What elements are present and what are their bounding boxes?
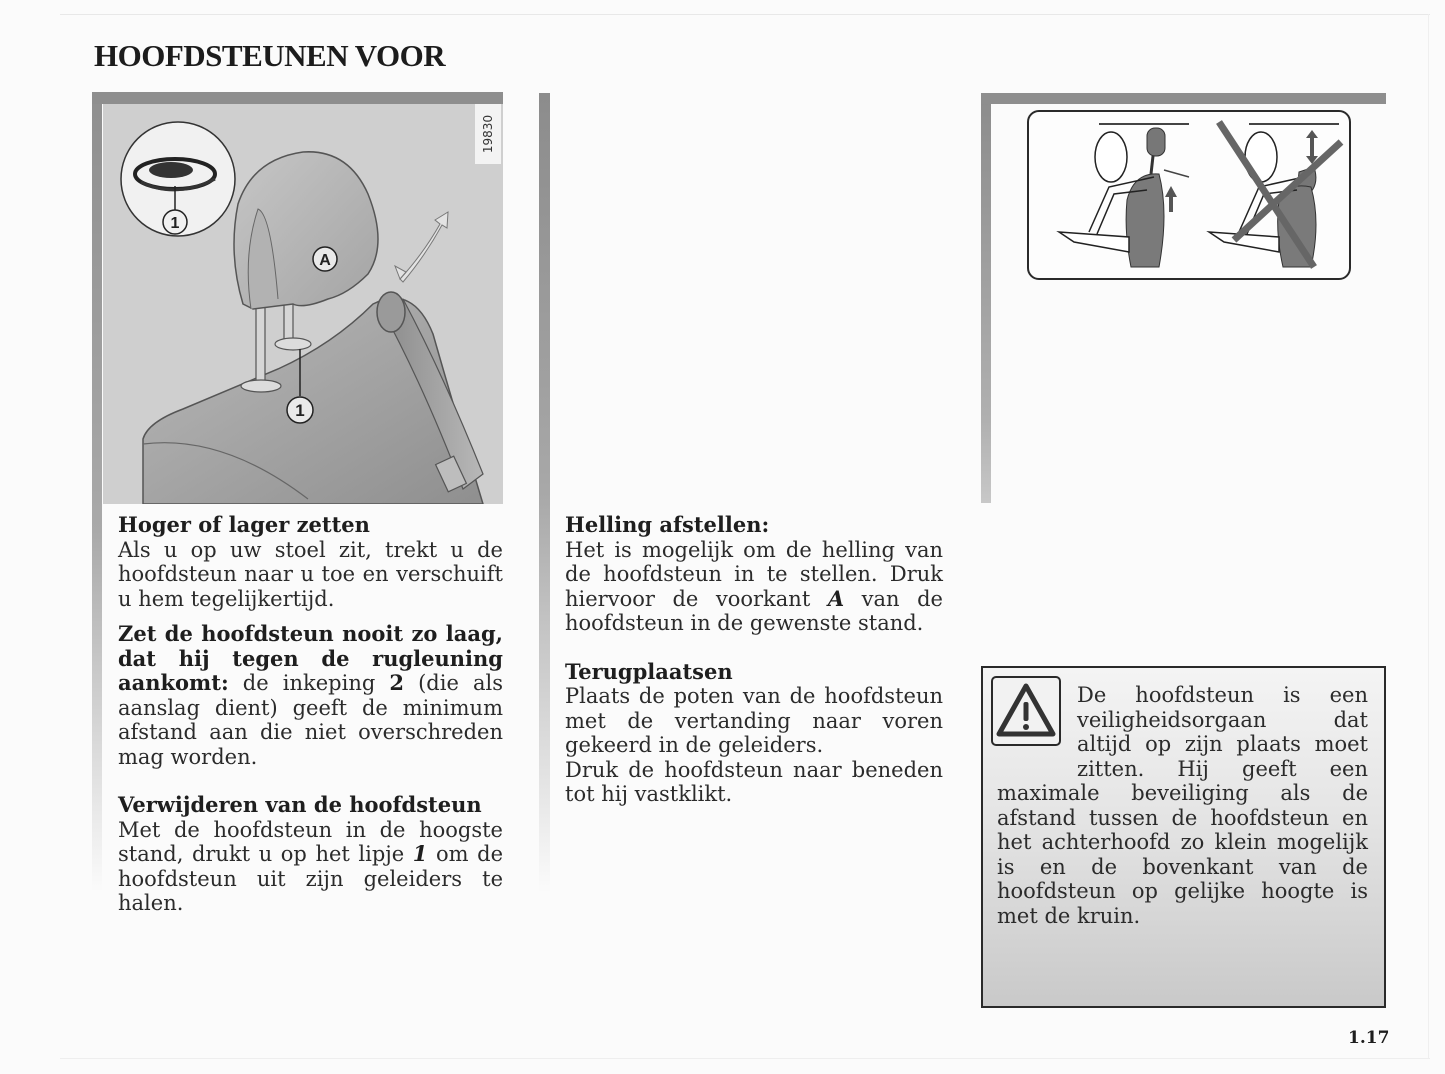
svg-text:A: A (319, 252, 331, 269)
left-column-top-bar (92, 92, 503, 104)
heading-terugplaatsen: Terugplaatsen (565, 658, 733, 684)
heading-helling: Helling afstellen: (565, 512, 770, 537)
page-edge-top (60, 14, 1430, 15)
warning-text: De hoofdsteun is een veiligheidsorgaan dat altijd op zijn plaats moet zitten. Hij geeft een maximale beveiliging als de afstand tussen de hoofdsteun en het achterhoofd zo klein mogelijk is en de bovenkant van de hoofdsteun op gelijke hoogte is met de kruin. (997, 683, 1368, 928)
paragraph-terugplaatsen-2: Druk de hoofdsteun naar beneden tot hij vastklikt. (565, 757, 943, 806)
paragraph-terugplaatsen-1: Plaats de poten van de hoofdsteun met de vertanding naar voren gekeerd in de geleiders. (565, 684, 943, 757)
svg-text:1: 1 (295, 401, 305, 420)
right-column-top-bar (981, 93, 1386, 104)
figure-code: 19830 (475, 104, 501, 164)
left-column-text (118, 513, 503, 916)
page-number: 1.17 (1348, 1028, 1390, 1048)
middle-column-bar (539, 93, 550, 893)
correct-incorrect-position-icon (1029, 112, 1349, 278)
paragraph-verwijderen: Met de hoofdsteun in de hoogste stand, drukt u op het lipje 1 om de hoofdsteun uit zijn geleiders te halen. (118, 817, 503, 915)
paragraph-minimum-height-warning: Zet de hoofdsteun nooit zo laag, dat hij tegen de rugleuning aankomt: de inkeping 2 (die als aanslag dient) geeft de minimum afstand aan die niet overschreden mag worden. (118, 621, 503, 769)
page-title: HOOFDSTEUNEN VOOR (94, 38, 446, 73)
bold-warning-text: Zet de hoofdsteun nooit zo laag, dat hij tegen de rugleuning aankomt: (118, 621, 503, 695)
headrest-position-illustration (1027, 110, 1351, 280)
page-edge-right (1428, 14, 1429, 1059)
paragraph-hoger-lager: Als u op uw stoel zit, trekt u de hoofdsteun naar u toe en verschuift u hem tegelijkertijd. (118, 537, 503, 611)
tab-number: 1 (412, 841, 428, 866)
paragraph-helling: Het is mogelijk om de helling van de hoofdsteun in te stellen. Druk hiervoor de voorkant A van de hoofdsteun in de gewenste stand. (565, 537, 943, 635)
front-letter: A (827, 585, 845, 611)
heading-hoger-lager: Hoger of lager zetten (118, 512, 370, 537)
right-column-bar (981, 93, 991, 503)
headrest-drawing-icon (103, 104, 503, 504)
svg-text:1: 1 (170, 215, 180, 232)
middle-column-text (565, 513, 943, 807)
notch-number: 2 (389, 670, 405, 695)
heading-verwijderen: Verwijderen van de hoofdsteun (118, 792, 482, 817)
headrest-illustration (103, 104, 503, 504)
safety-warning-box (981, 666, 1386, 1008)
left-column-bar (92, 92, 102, 892)
page-edge-bottom (60, 1058, 1430, 1059)
